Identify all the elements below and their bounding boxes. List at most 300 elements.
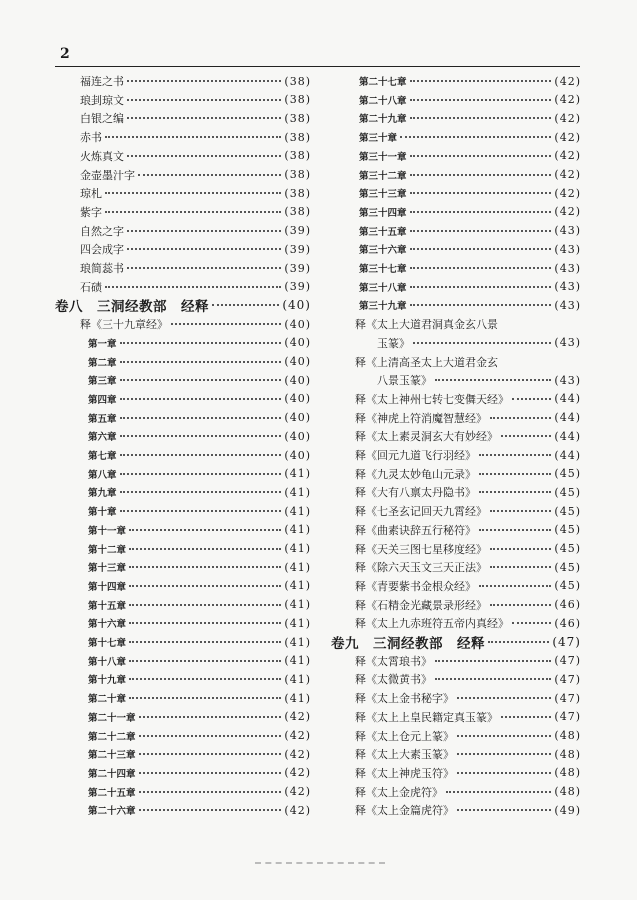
toc-entry	[55, 633, 311, 651]
toc-entry-title: 第二十四章	[88, 768, 136, 780]
leader-dots	[127, 155, 281, 157]
toc-page-number: (43)	[554, 242, 581, 256]
toc-entry-title: 第二十七章	[359, 77, 407, 88]
toc-entry-title: 第十七章	[88, 638, 127, 649]
toc-page-number: (40)	[284, 429, 311, 443]
toc-entry-title: 释《太上金书秘字》	[355, 692, 454, 706]
toc-entry-title: 释《天关三图七星移度经》	[355, 542, 487, 556]
toc-page-number: (45)	[554, 485, 581, 499]
leader-dots	[127, 267, 281, 269]
toc-entry-title: 第三十二章	[359, 170, 407, 182]
leader-dots	[410, 155, 552, 157]
toc-entry-title: 金壶墨汁字	[80, 168, 135, 182]
toc-entry	[331, 222, 581, 240]
toc-entry	[331, 764, 581, 782]
toc-entry-title: 第十五章	[88, 600, 127, 612]
leader-dots	[490, 510, 551, 512]
toc-entry-title: 第十九章	[88, 675, 127, 687]
toc-entry-title: 释《太上素灵洞玄大有妙经》	[355, 430, 498, 444]
toc-entry-title: 紫字	[80, 205, 102, 219]
leader-dots	[127, 80, 281, 82]
toc-page-number: (41)	[284, 598, 311, 612]
toc-entry-title: 第二十五章	[88, 787, 136, 799]
leader-dots	[435, 379, 551, 381]
leader-dots	[435, 660, 551, 662]
toc-entry	[55, 222, 311, 240]
leader-dots	[479, 454, 551, 456]
toc-page-number: (42)	[284, 710, 311, 724]
toc-page-number: (38)	[284, 130, 311, 144]
leader-dots	[139, 753, 282, 755]
leader-dots	[400, 136, 551, 138]
toc-entry-title: 第二十二章	[88, 731, 136, 743]
toc-entry	[331, 128, 581, 146]
leader-dots	[410, 80, 552, 82]
leader-dots	[490, 548, 551, 550]
toc-entry	[55, 315, 311, 333]
leader-dots	[479, 491, 551, 493]
toc-page-number: (45)	[554, 523, 581, 537]
toc-entry	[55, 783, 311, 801]
toc-entry	[55, 801, 311, 819]
toc-entry-title: 释《青要紫书金根众经》	[355, 579, 476, 593]
toc-page-number: (42)	[284, 785, 311, 799]
toc-page-number: (42)	[554, 93, 581, 107]
toc-entry-title: 第三十四章	[359, 207, 407, 219]
leader-dots	[129, 604, 281, 606]
toc-page-number: (38)	[284, 186, 311, 200]
toc-entry	[55, 596, 311, 614]
toc-entry	[55, 558, 311, 576]
toc-entry-title: 第八章	[88, 469, 117, 481]
leader-dots	[457, 697, 551, 699]
leader-dots	[479, 473, 551, 475]
leader-dots	[457, 735, 551, 737]
toc-entry-title: 释《大有八禀太丹隐书》	[355, 486, 476, 500]
toc-entry	[331, 745, 581, 763]
toc-entry-title: 释《神虎上符消魔智慧经》	[355, 411, 487, 425]
toc-entry	[331, 259, 581, 277]
toc-entry	[331, 801, 581, 819]
toc-entry-title: 释《太上九赤班符五帝内真经》	[355, 617, 509, 631]
toc-page-number: (41)	[284, 523, 311, 537]
leader-dots	[490, 566, 551, 568]
leader-dots	[138, 174, 281, 176]
toc-entry-title: 石碛	[80, 280, 102, 294]
toc-entry-title: 释《太上大素玉篆》	[355, 748, 454, 762]
leader-dots	[410, 304, 552, 306]
leader-dots	[120, 473, 282, 475]
toc-page-number: (48)	[554, 785, 581, 799]
toc-entry	[331, 72, 581, 90]
leader-dots	[129, 548, 281, 550]
toc-entry	[331, 147, 581, 165]
toc-page-number: (41)	[284, 467, 311, 481]
toc-page-number: (41)	[284, 485, 311, 499]
toc-page-number: (48)	[554, 747, 581, 761]
toc-entry-title: 第十一章	[88, 525, 127, 537]
leader-dots	[410, 248, 552, 250]
toc-entry-title: 第十六章	[88, 619, 127, 631]
leader-dots	[410, 117, 552, 119]
toc-entry-title: 释《太霄琅书》	[355, 654, 432, 668]
leader-dots	[479, 585, 551, 587]
toc-entry-title: 火炼真文	[80, 149, 124, 163]
toc-page-number: (41)	[284, 579, 311, 593]
leader-dots	[105, 286, 281, 288]
leader-dots	[501, 716, 551, 718]
toc-entry	[55, 540, 311, 558]
toc-page-number: (41)	[284, 616, 311, 630]
toc-entry	[55, 109, 311, 127]
toc-entry	[331, 390, 581, 408]
leader-dots	[129, 660, 281, 662]
toc-page-number: (40)	[284, 448, 311, 462]
toc-entry-title: 第四章	[88, 394, 117, 406]
toc-entry	[55, 670, 311, 688]
toc-entry	[55, 521, 311, 539]
toc-entry-title: 第三十三章	[359, 189, 407, 201]
toc-entry	[55, 446, 311, 464]
toc-entry	[331, 296, 581, 314]
leader-dots	[120, 398, 282, 400]
toc-entry	[55, 427, 311, 445]
header-rule	[55, 66, 580, 67]
leader-dots	[120, 491, 282, 493]
toc-entry-title: 第二十三章	[88, 750, 136, 762]
toc-page-number: (41)	[284, 504, 311, 518]
leader-dots	[105, 136, 281, 138]
toc-entry-title: 卷八 三洞经教部 经释	[55, 299, 209, 316]
toc-entry	[55, 502, 311, 520]
toc-entry	[331, 203, 581, 221]
toc-page-number: (42)	[284, 803, 311, 817]
toc-entry-title: 释《回元九道飞行羽经》	[355, 449, 476, 462]
toc-entry-title: 释《石精金光藏景录形经》	[355, 598, 487, 612]
toc-entry-title: 赤书	[80, 131, 102, 145]
toc-page-number: (42)	[284, 729, 311, 742]
toc-entry	[331, 502, 581, 520]
leader-dots	[410, 286, 552, 288]
leader-dots	[127, 248, 281, 250]
toc-entry	[55, 166, 311, 184]
toc-entry-title: 第三十八章	[359, 282, 407, 294]
leader-dots	[139, 716, 282, 718]
leader-dots	[139, 809, 282, 811]
toc-entry	[55, 727, 311, 745]
toc-page-number: (43)	[554, 224, 581, 238]
leader-dots	[446, 791, 551, 793]
toc-page-number: (44)	[554, 411, 581, 425]
leader-dots	[212, 304, 279, 306]
toc-entry	[55, 708, 311, 726]
toc-page-number: (42)	[554, 149, 581, 163]
toc-entry	[331, 521, 581, 539]
toc-page-number: (39)	[284, 224, 311, 238]
toc-entry	[331, 353, 581, 371]
toc-entry-title: 琼札	[80, 187, 102, 201]
leader-dots	[120, 379, 282, 381]
leader-dots	[120, 510, 282, 512]
toc-entry	[331, 540, 581, 558]
toc-page-number: (43)	[554, 336, 581, 350]
toc-entry-title: 释《曲素诀辞五行秘符》	[355, 523, 476, 537]
toc-page-number: (45)	[554, 579, 581, 593]
toc-entry	[331, 652, 581, 670]
leader-dots	[435, 678, 551, 680]
toc-page-number: (43)	[554, 261, 581, 275]
leader-dots	[120, 454, 282, 456]
toc-page-number: (40)	[284, 411, 311, 425]
toc-page-number: (40)	[284, 373, 311, 387]
toc-entry-title: 释《太上仓元上篆》	[355, 729, 454, 743]
leader-dots	[488, 641, 549, 643]
leader-dots	[129, 585, 281, 587]
toc-page-number: (40)	[284, 392, 311, 406]
toc-entry-title: 释《九灵太妙龟山元录》	[355, 467, 476, 481]
toc-entry	[331, 596, 581, 614]
toc-entry	[331, 483, 581, 501]
toc-entry	[331, 109, 581, 127]
toc-entry	[55, 353, 311, 371]
leader-dots	[139, 735, 282, 737]
toc-page-number: (40)	[284, 355, 311, 368]
toc-page-number: (44)	[554, 429, 581, 443]
leader-dots	[512, 622, 551, 624]
toc-entry-title: 释《太上金篇虎符》	[355, 804, 454, 818]
toc-page-number: (41)	[284, 654, 311, 668]
leader-dots	[129, 566, 281, 568]
leader-dots	[139, 772, 282, 774]
toc-entry-title: 第三十章	[359, 133, 398, 145]
leader-dots	[410, 174, 552, 176]
leader-dots	[120, 435, 282, 437]
toc-entry-title: 第九章	[88, 488, 117, 500]
toc-entry	[331, 614, 581, 632]
leader-dots	[457, 753, 551, 755]
toc-entry	[55, 483, 311, 501]
leader-dots	[120, 417, 282, 419]
toc-entry	[331, 278, 581, 296]
leader-dots	[512, 398, 551, 400]
toc-entry-title: 第三十六章	[359, 245, 407, 257]
toc-entry	[55, 72, 311, 90]
toc-page-number: (38)	[284, 168, 311, 181]
toc-entry	[331, 558, 581, 576]
toc-entry-title: 四会成字	[80, 243, 124, 257]
leader-dots	[120, 342, 282, 344]
toc-entry-title: 琅刲琼文	[80, 93, 124, 107]
toc-entry-title: 释《上清高圣太上大道君金玄	[355, 355, 498, 369]
toc-page-number: (41)	[284, 635, 311, 649]
toc-entry-title: 释《除六天玉文三天正法》	[355, 561, 487, 575]
toc-entry	[331, 670, 581, 688]
toc-page-number: (42)	[554, 186, 581, 200]
toc-entry-title-continued: 八景玉篆》	[377, 374, 432, 388]
toc-entry-title: 第二章	[88, 357, 117, 369]
toc-entry	[55, 147, 311, 165]
toc-entry-title: 释《太上神州七转七变儛天经》	[355, 392, 509, 406]
toc-page-number: (45)	[554, 560, 581, 574]
leader-dots	[490, 417, 551, 419]
toc-page-number: (43)	[554, 373, 581, 387]
toc-entry-title: 第七章	[88, 451, 117, 462]
toc-entry-title-continued: 玉篆》	[377, 336, 410, 350]
toc-entry	[55, 745, 311, 763]
leader-dots	[410, 192, 552, 194]
toc-section-heading	[55, 296, 311, 314]
toc-entry	[331, 689, 581, 707]
toc-entry	[55, 371, 311, 389]
toc-entry-title: 第二十九章	[359, 114, 407, 126]
toc-entry	[55, 409, 311, 427]
toc-entry	[55, 334, 311, 352]
toc-entry-title: 第三十一章	[359, 151, 407, 163]
leader-dots	[479, 529, 551, 531]
toc-entry-title: 第六章	[88, 432, 117, 444]
leader-dots	[410, 99, 552, 101]
toc-page-number: (42)	[284, 747, 311, 761]
toc-entry-title: 释《太上神虎玉符》	[355, 766, 454, 780]
toc-entry	[55, 278, 311, 296]
toc-entry-title: 卷九 三洞经教部 经释	[331, 636, 485, 652]
toc-entry	[55, 652, 311, 670]
toc-page-number: (39)	[284, 280, 311, 294]
toc-entry	[331, 240, 581, 258]
toc-page-number: (38)	[284, 149, 311, 163]
toc-entry	[331, 727, 581, 745]
toc-entry	[55, 203, 311, 221]
leader-dots	[457, 772, 551, 774]
toc-entry-title: 第三章	[88, 376, 117, 388]
toc-page-number: (47)	[554, 710, 581, 724]
leader-dots	[127, 230, 281, 232]
toc-entry	[331, 783, 581, 801]
toc-page-number: (41)	[284, 542, 311, 555]
toc-page-number: (40)	[284, 336, 311, 350]
toc-entry-title: 释《太上上皇民籍定真玉篆》	[355, 710, 498, 724]
toc-page-number: (48)	[554, 729, 581, 742]
leader-dots	[410, 211, 552, 213]
toc-page-number: (45)	[554, 467, 581, 481]
toc-entry	[331, 409, 581, 427]
toc-entry-title: 第三十五章	[359, 226, 407, 238]
leader-dots	[127, 99, 281, 101]
toc-page-number: (45)	[554, 542, 581, 555]
leader-dots	[501, 435, 551, 437]
leader-dots	[139, 791, 282, 793]
toc-entry	[331, 708, 581, 726]
toc-page-number: (43)	[554, 280, 581, 294]
toc-page-number: (39)	[284, 261, 311, 275]
toc-page-number: (38)	[284, 93, 311, 107]
toc-entry	[331, 465, 581, 483]
toc-entry-title: 第一章	[88, 338, 117, 350]
toc-entry-title: 释《三十九章经》	[80, 318, 168, 332]
leader-dots	[171, 323, 281, 325]
toc-entry	[331, 446, 581, 464]
toc-page-number: (47)	[554, 672, 581, 686]
toc-entry-title: 第三十九章	[359, 301, 407, 313]
toc-page-number: (48)	[554, 766, 581, 780]
toc-entry	[55, 240, 311, 258]
toc-entry-title: 白银之编	[80, 112, 124, 126]
leader-dots	[129, 529, 281, 531]
toc-page-number: (38)	[284, 74, 311, 88]
toc-entry-title: 第三十七章	[359, 264, 407, 275]
toc-page-number: (42)	[554, 168, 581, 181]
toc-page-number: (47)	[552, 635, 581, 649]
toc-entry-title: 第五章	[88, 413, 117, 425]
toc-page-number: (40)	[282, 298, 311, 313]
toc-entry	[331, 166, 581, 184]
toc-page-number: (40)	[284, 317, 311, 331]
toc-entry-title: 第二十八章	[359, 95, 407, 107]
toc-entry	[55, 465, 311, 483]
toc-entry	[55, 259, 311, 277]
toc-entry-title: 释《七圣玄记回天九霄经》	[355, 505, 487, 519]
leader-dots	[129, 622, 281, 624]
leader-dots	[129, 678, 281, 680]
toc-entry-continuation	[331, 371, 581, 389]
toc-entry-title: 福连之书	[80, 75, 124, 88]
toc-page-number: (42)	[554, 130, 581, 144]
toc-entry	[55, 91, 311, 109]
toc-entry	[331, 577, 581, 595]
toc-entry-title: 琅简蕊书	[80, 262, 124, 275]
toc-entry-title: 自然之字	[80, 224, 124, 238]
toc-page-number: (46)	[554, 598, 581, 612]
toc-page-number: (47)	[554, 654, 581, 668]
toc-entry-title: 释《太微黄书》	[355, 673, 432, 687]
toc-page-number: (42)	[554, 74, 581, 88]
toc-page-number: (41)	[284, 691, 311, 705]
toc-page-number: (41)	[284, 672, 311, 686]
toc-entry	[331, 315, 581, 333]
toc-entry-title: 释《太上大道君洞真金玄八景	[355, 318, 498, 332]
toc-entry	[55, 764, 311, 782]
page-number: 2	[60, 46, 70, 62]
toc-page-number: (49)	[554, 803, 581, 817]
toc-entry-continuation	[331, 334, 581, 352]
toc-page-number: (42)	[554, 205, 581, 219]
leader-dots	[129, 641, 281, 643]
leader-dots	[457, 809, 551, 811]
toc-entry	[331, 91, 581, 109]
toc-entry-title: 第十三章	[88, 563, 127, 575]
leader-dots	[413, 342, 551, 344]
toc-entry-title: 第十章	[88, 507, 117, 519]
toc-page-number: (44)	[554, 448, 581, 462]
leader-dots	[120, 361, 282, 363]
toc-entry	[55, 614, 311, 632]
toc-entry	[55, 390, 311, 408]
leader-dots	[105, 192, 281, 194]
toc-page-number: (38)	[284, 205, 311, 219]
toc-entry	[55, 577, 311, 595]
leader-dots	[410, 267, 552, 269]
toc-entry-title: 第二十一章	[88, 712, 136, 724]
leader-dots	[129, 697, 281, 699]
toc-entry	[55, 128, 311, 146]
toc-section-heading	[331, 633, 581, 651]
toc-entry	[55, 689, 311, 707]
toc-page-number: (47)	[554, 691, 581, 705]
leader-dots	[105, 211, 281, 213]
leader-dots	[127, 117, 281, 119]
toc-page-number: (46)	[554, 616, 581, 630]
scan-artifact	[255, 862, 385, 868]
